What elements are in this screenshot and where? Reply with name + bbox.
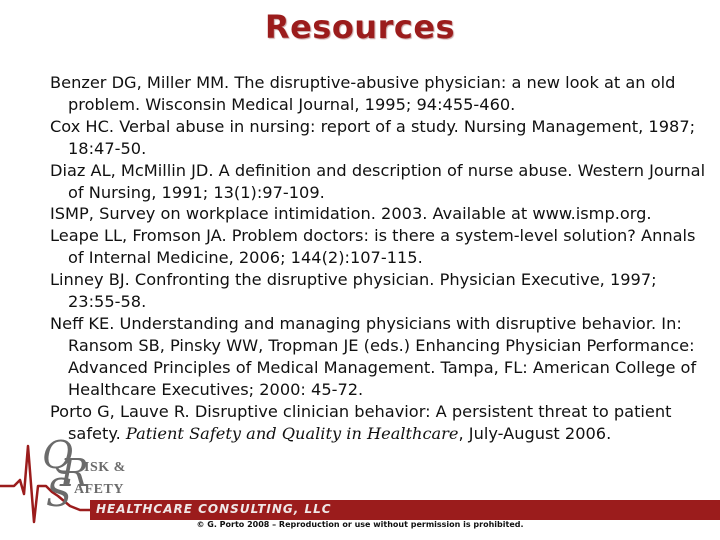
reference-text: , July-August 2006. xyxy=(458,423,612,443)
logo-letter-s: S xyxy=(46,471,73,515)
logo-letter-r: R xyxy=(60,451,89,495)
logo-band-text: HEALTHCARE CONSULTING, LLC xyxy=(96,502,332,516)
reference-item: ISMP, Survey on workplace intimidation. 2003. Available at www.ismp.org. xyxy=(50,204,652,224)
reference-item: Leape LL, Fromson JA. Problem doctors: is there a system-level solution? Annals of Internal Medicine, 2006; 144(2):107-115. xyxy=(50,226,696,268)
reference-text: Porto G, Lauve R. Disruptive clinician behavior: A persistent threat to patient safety. xyxy=(50,401,672,443)
reference-list xyxy=(50,72,710,444)
logo-letter-q: Q xyxy=(42,433,74,477)
journal-title-italic: Patient Safety and Quality in Healthcare xyxy=(125,423,459,443)
logo-word-risk: ISK & xyxy=(84,460,126,475)
copyright-footer: © G. Porto 2008 – Reproduction or use without permission is prohibited. xyxy=(196,520,524,529)
reference-item: Cox HC. Verbal abuse in nursing: report of a study. Nursing Management, 1987; 18:47-50. xyxy=(50,116,696,158)
reference-item: Benzer DG, Miller MM. The disruptive-abusive physician: a new look at an old problem. Wisconsin Medical Journal, 1995; 94:455-460. xyxy=(50,73,676,114)
reference-item: Neff KE. Understanding and managing physicians with disruptive behavior. In: Ransom SB, Pinsky WW, Tropman JE (eds.) Enhancing Physician Performance: Advanced Principles of Medical Management. Tampa, FL: American College of Healthcare Executives; 2000: 45-72. xyxy=(50,313,697,399)
logo-word-safety: AFETY xyxy=(74,482,124,497)
reference-item: Diaz AL, McMillin JD. A definition and description of nurse abuse. Western Journal of Nursing, 1991; 13(1):97-109. xyxy=(50,160,706,202)
page-title: Resources xyxy=(264,8,456,46)
reference-item: Linney BJ. Confronting the disruptive physician. Physician Executive, 1997; 23:55-58. xyxy=(50,270,657,312)
